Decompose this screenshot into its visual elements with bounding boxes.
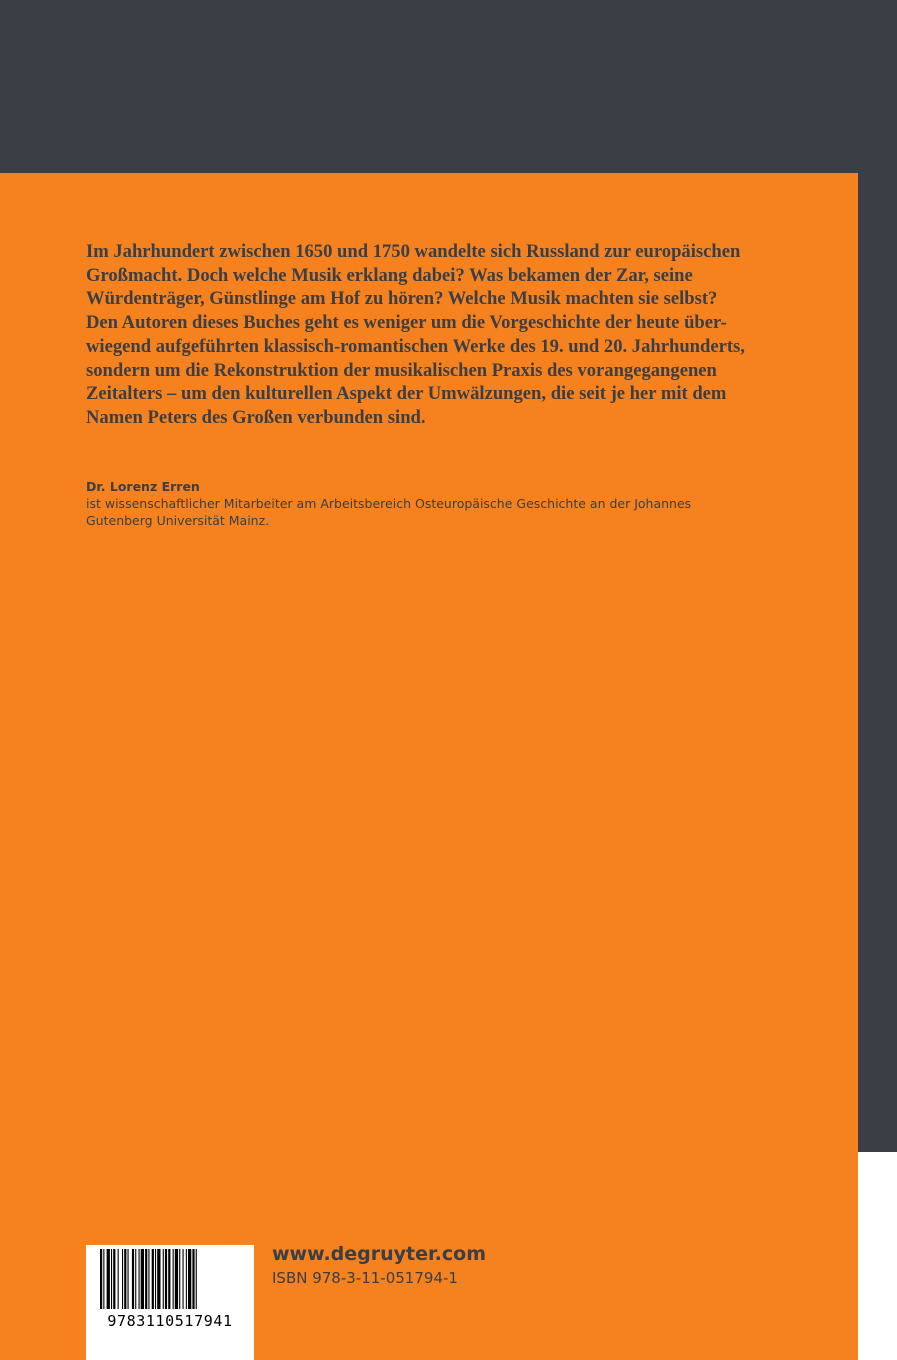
barcode-bar (100, 1249, 102, 1309)
barcode-bar (103, 1249, 104, 1309)
barcode-bar (124, 1249, 126, 1309)
publisher-website: www.degruyter.com (272, 1243, 486, 1265)
barcode-bar (145, 1249, 147, 1309)
author-name: Dr. Lorenz Erren (86, 479, 200, 494)
barcode-bar (111, 1249, 112, 1309)
barcode-bar (168, 1249, 170, 1309)
barcode-bar (113, 1249, 115, 1309)
barcode-bar (152, 1249, 154, 1309)
barcode-bar (175, 1249, 178, 1309)
barcode-bar (148, 1249, 149, 1309)
barcode-bar (118, 1249, 119, 1309)
barcode-bar (139, 1249, 140, 1309)
barcode-bar (196, 1249, 197, 1309)
barcode-bar (173, 1249, 174, 1309)
barcode-bar (183, 1249, 184, 1309)
barcode-bar (122, 1249, 123, 1309)
barcode-bar (186, 1249, 187, 1309)
barcode-bar (163, 1249, 164, 1309)
barcode-bar (157, 1249, 160, 1309)
isbn-number: ISBN 978-3-11-051794-1 (272, 1269, 458, 1287)
barcode-bar (135, 1249, 136, 1309)
barcode-icon (86, 1245, 254, 1360)
barcode-bar (141, 1249, 144, 1309)
barcode-bar (128, 1249, 129, 1309)
barcode-bar (179, 1249, 180, 1309)
barcode (86, 1245, 254, 1360)
barcode-bar (192, 1249, 194, 1309)
author-bio: ist wissenschaftlicher Mitarbeiter am Arbeitsbereich Osteuropäische Geschichte an der Johannes Gutenberg Universität Mainz. (86, 496, 692, 528)
barcode-digits: 9783110517941 (107, 1312, 233, 1330)
barcode-bar (107, 1249, 110, 1309)
barcode-bar (165, 1249, 167, 1309)
barcode-bar (188, 1249, 191, 1309)
barcode-bar (155, 1249, 156, 1309)
book-blurb: Im Jahrhundert zwischen 1650 und 1750 wandelte sich Russland zur europäischen Großmacht. Doch welche Musik erklang dabei? Was bekamen der Zar, seine Würdenträger, Günstlinge am Hof zu hören? Welche Musik machten sie selbst? Den Autoren dieses Buches geht es weniger um die Vorgeschichte der heute über- wiegend aufgeführten klassisch-romantischen Werke des 19. und 20. Jahrhunderts, sondern um die Rekonstruktion der musikalischen Praxis des vorangegangenen Zeitalters – um den kulturellen Aspekt der Umwälzungen, die seit je her mit dem Namen Peters des Großen verbunden sind. (86, 241, 745, 428)
barcode-bar (132, 1249, 134, 1309)
